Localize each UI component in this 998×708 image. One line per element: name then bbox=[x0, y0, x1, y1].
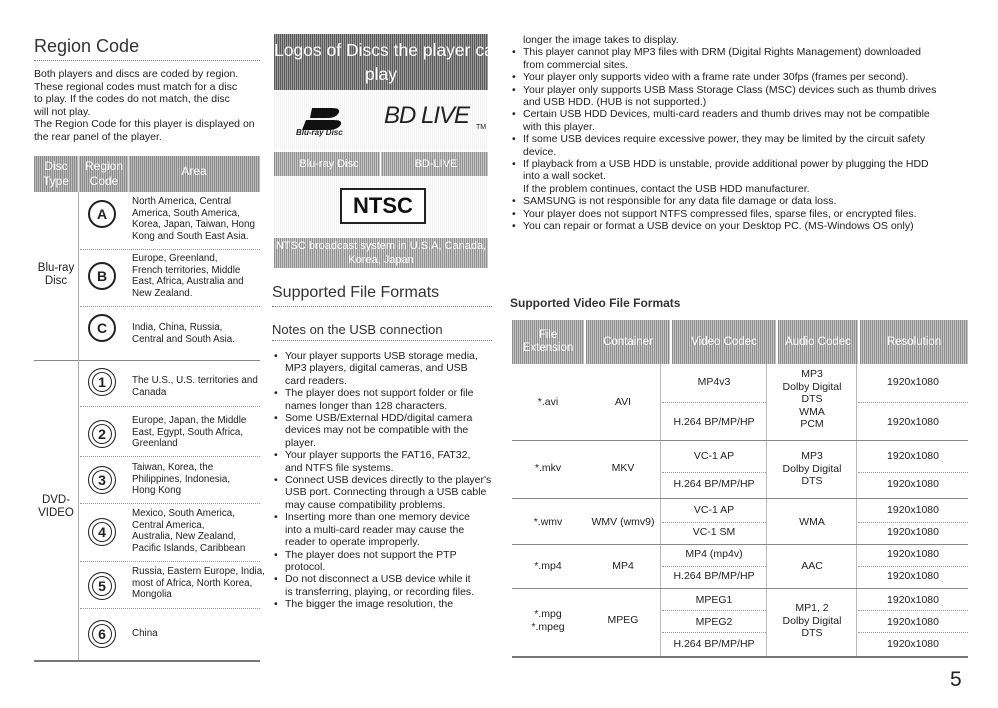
ext-mkv: *.mkv bbox=[534, 462, 562, 474]
list-item: • Do not disconnect a USB device while it is transferring, playing, or recording files. bbox=[272, 573, 494, 598]
row-divider bbox=[80, 608, 260, 609]
row-divider bbox=[858, 610, 968, 611]
row-divider bbox=[512, 440, 968, 441]
region-5-icon: 5 bbox=[88, 572, 116, 600]
video-codec: MP4v3 bbox=[697, 376, 731, 388]
supported-formats-title: Supported File Formats bbox=[272, 284, 440, 301]
video-codec: VC-1 AP bbox=[693, 504, 735, 516]
audio-codec-mpg: MP1, 2 Dolby Digital DTS bbox=[782, 602, 842, 639]
video-codec: H.264 BP/MP/HP bbox=[673, 570, 755, 582]
bdlive-caption: BD-LIVE bbox=[414, 158, 458, 170]
page-number: 5 bbox=[950, 668, 962, 691]
list-item: • Inserting more than one memory device into a multi-card reader may cause the reader to operate improperly. bbox=[272, 511, 494, 548]
list-item: • Your player supports USB storage media, MP3 players, digital cameras, and USB card readers. bbox=[272, 350, 494, 387]
header-divider bbox=[128, 156, 129, 192]
resolution: 1920x1080 bbox=[887, 416, 939, 428]
list-item: • If some USB devices require excessive power, they may be limited by the circuit safety device. bbox=[510, 133, 970, 158]
region-4-area: Mexico, South America, Central America, Australia, New Zealand, Pacific Islands, Caribbean bbox=[132, 508, 246, 554]
ntsc-caption: NTSC broadcast system in U.S.A, Canada, Korea, Japan bbox=[274, 238, 488, 268]
row-divider bbox=[662, 472, 766, 473]
title-rule bbox=[34, 60, 260, 61]
row-divider bbox=[662, 402, 766, 403]
resolution: 1920x1080 bbox=[887, 548, 939, 560]
bluray-logo-text: Blu-ray Disc bbox=[296, 128, 343, 137]
usb-notes-title: Notes on the USB connection bbox=[272, 322, 443, 337]
row-divider bbox=[80, 503, 260, 504]
region-2-icon: 2 bbox=[88, 420, 116, 448]
table-bottom-rule bbox=[34, 660, 260, 662]
region-c-area: India, China, Russia, Central and South Asia. bbox=[132, 322, 235, 345]
col-header-audio-codec: Audio Codec bbox=[778, 320, 858, 364]
resolution: 1920x1080 bbox=[887, 638, 939, 650]
resolution: 1920x1080 bbox=[887, 504, 939, 516]
title-rule bbox=[272, 306, 492, 307]
ntsc-logo: NTSC bbox=[340, 188, 426, 224]
bluray-caption: Blu-ray Disc bbox=[299, 158, 359, 170]
logos-banner-text: Logos of Discs the player can play bbox=[274, 40, 504, 84]
list-item: • Your player supports the FAT16, FAT32, and NTFS file systems. bbox=[272, 449, 494, 474]
region-c-icon: C bbox=[88, 314, 116, 342]
video-formats-title: Supported Video File Formats bbox=[510, 296, 681, 310]
list-item: • Your player does not support NTFS compressed files, sparse files, or encrypted files. bbox=[510, 208, 970, 220]
ext-wmv: *.wmv bbox=[533, 516, 563, 528]
row-divider bbox=[512, 588, 968, 589]
intro-line: to play. If the codes do not match, the disc bbox=[34, 93, 230, 105]
row-divider bbox=[512, 498, 968, 499]
region-b-icon: B bbox=[88, 262, 116, 290]
video-codec: H.264 BP/MP/HP bbox=[673, 478, 755, 490]
row-divider bbox=[662, 566, 766, 567]
dvd-video-label: DVD- VIDEO bbox=[38, 494, 74, 519]
list-item: • Your player only supports video with a frame rate under 30fps (frames per second). bbox=[510, 71, 970, 83]
video-codec: MPEG1 bbox=[695, 594, 733, 606]
row-divider bbox=[80, 406, 260, 407]
resolution: 1920x1080 bbox=[887, 450, 939, 462]
region-2-area: Europe, Japan, the Middle East, Egypt, South Africa, Greenland bbox=[132, 415, 247, 449]
list-item: • You can repair or format a USB device on your Desktop PC. (MS-Windows OS only) bbox=[510, 220, 970, 232]
column-divider bbox=[660, 364, 661, 656]
video-codec: MPEG2 bbox=[695, 616, 733, 628]
resolution: 1920x1080 bbox=[887, 570, 939, 582]
region-a-area: North America, Central America, South America, Korea, Japan, Taiwan, Hong Kong and South East Asia. bbox=[132, 196, 255, 242]
region-intro bbox=[34, 68, 260, 143]
region-3-area: Taiwan, Korea, the Philippines, Indonesia, Hong Kong bbox=[132, 462, 231, 496]
resolution: 1920x1080 bbox=[887, 594, 939, 606]
intro-line: the rear panel of the player. bbox=[34, 130, 162, 143]
region-6-area: China bbox=[132, 628, 158, 639]
region-4-icon: 4 bbox=[88, 518, 116, 546]
region-1-icon: 1 bbox=[88, 368, 116, 396]
row-divider bbox=[80, 306, 260, 307]
list-item: longer the image takes to display. bbox=[523, 34, 679, 46]
row-divider bbox=[80, 249, 260, 250]
resolution: 1920x1080 bbox=[887, 616, 939, 628]
caption-divider bbox=[380, 152, 381, 176]
container-avi: AVI bbox=[614, 396, 632, 408]
row-divider bbox=[662, 522, 766, 523]
col-header-container: Container bbox=[586, 320, 670, 364]
row-divider bbox=[858, 566, 968, 567]
list-item: • The bigger the image resolution, the bbox=[272, 598, 494, 610]
list-item: • The player does not support folder or file names longer than 128 characters. bbox=[272, 387, 494, 412]
video-codec: MP4 (mp4v) bbox=[685, 548, 743, 560]
row-divider bbox=[858, 402, 968, 403]
container-mkv: MKV bbox=[611, 462, 635, 474]
disc-type-header: Disc Type bbox=[42, 159, 69, 188]
container-wmv: WMV (wmv9) bbox=[591, 516, 655, 528]
row-divider bbox=[80, 456, 260, 457]
list-item: • If playback from a USB HDD is unstable, provide additional power by plugging the HDD into a wall socket. If the problem continues, contact the USB HDD manufacturer. bbox=[510, 158, 970, 195]
region-code-header: Region Code bbox=[84, 159, 124, 188]
region-b-area: Europe, Greenland, French territories, Middle East, Africa, Australia and New Zealand. bbox=[132, 253, 244, 299]
row-divider bbox=[80, 561, 260, 562]
header-divider bbox=[78, 156, 79, 192]
resolution: 1920x1080 bbox=[887, 376, 939, 388]
ext-mp4: *.mp4 bbox=[534, 560, 562, 572]
video-codec: H.264 BP/MP/HP bbox=[673, 416, 755, 428]
bluray-logo-icon bbox=[290, 104, 360, 138]
area-header: Area bbox=[181, 164, 207, 178]
list-item: • Some USB/External HDD/digital camera devices may not be compatible with the player. bbox=[272, 412, 494, 449]
list-item: • Certain USB HDD Devices, multi-card readers and thumb drives may not be compatible with this player. bbox=[510, 108, 970, 133]
list-item: • Connect USB devices directly to the player's USB port. Connecting through a USB cable may cause compatibility problems. bbox=[272, 474, 494, 511]
ext-mpg: *.mpg *.mpeg bbox=[531, 608, 565, 633]
row-divider bbox=[858, 472, 968, 473]
region-1-area: The U.S., U.S. territories and Canada bbox=[132, 375, 258, 398]
intro-line: These regional codes must match for a disc bbox=[34, 80, 238, 93]
usb-notes-list-cont bbox=[510, 34, 970, 233]
list-item: • SAMSUNG is not responsible for any data file damage or data loss. bbox=[510, 195, 970, 207]
ext-avi: *.avi bbox=[537, 396, 559, 408]
video-codec: VC-1 AP bbox=[693, 450, 735, 462]
row-divider bbox=[662, 632, 766, 633]
table-bottom-rule bbox=[512, 656, 968, 658]
region-a-icon: A bbox=[88, 200, 116, 228]
bdlive-logo-icon bbox=[384, 100, 487, 140]
intro-line: Both players and discs are coded by region. bbox=[34, 68, 239, 80]
audio-codec-mkv: MP3 Dolby Digital DTS bbox=[782, 450, 842, 487]
container-mp4: MP4 bbox=[612, 560, 634, 572]
usb-notes-list bbox=[272, 350, 494, 611]
row-divider bbox=[858, 632, 968, 633]
intro-line: The Region Code for this player is displayed on bbox=[34, 118, 255, 130]
container-mpg: MPEG bbox=[607, 614, 639, 626]
section-divider bbox=[34, 360, 260, 361]
audio-codec-mp4: AAC bbox=[801, 560, 823, 572]
region-6-icon: 6 bbox=[88, 620, 116, 648]
list-item: • This player cannot play MP3 files with DRM (Digital Rights Management) downloaded from commercial sites. bbox=[510, 46, 970, 71]
resolution: 1920x1080 bbox=[887, 478, 939, 490]
audio-codec-wmv: WMA bbox=[799, 516, 825, 528]
row-divider bbox=[512, 544, 968, 545]
video-codec: VC-1 SM bbox=[692, 526, 736, 538]
resolution: 1920x1080 bbox=[887, 526, 939, 538]
region-code-title: Region Code bbox=[34, 36, 140, 56]
col-header-resolution: Resolution bbox=[860, 320, 968, 364]
intro-line: will not play. bbox=[34, 105, 91, 118]
column-divider bbox=[78, 192, 79, 660]
list-item: • Your player only supports USB Mass Storage Class (MSC) devices such as thumb drives and USB HDD. (HUB is not supported.) bbox=[510, 84, 970, 109]
video-codec: H.264 BP/MP/HP bbox=[673, 638, 755, 650]
region-5-area: Russia, Eastern Europe, India, most of Africa, North Korea, Mongolia bbox=[132, 566, 265, 600]
title-rule bbox=[272, 340, 492, 341]
region-3-icon: 3 bbox=[88, 466, 116, 494]
row-divider bbox=[858, 522, 968, 523]
bdlive-logo-text: BD LIVE bbox=[384, 102, 470, 129]
audio-codec-avi: MP3 Dolby Digital DTS WMA PCM bbox=[782, 368, 842, 430]
column-divider bbox=[856, 364, 857, 656]
list-item: • The player does not support the PTP protocol. bbox=[272, 549, 494, 574]
bdlive-tm: TM bbox=[476, 124, 487, 131]
logos-banner bbox=[274, 34, 504, 90]
col-header-video-codec: Video Codec bbox=[672, 320, 776, 364]
column-divider bbox=[766, 364, 767, 656]
bluray-disc-label: Blu-ray Disc bbox=[37, 262, 75, 287]
col-header-extension: File Extension bbox=[512, 320, 584, 364]
row-divider bbox=[662, 610, 766, 611]
